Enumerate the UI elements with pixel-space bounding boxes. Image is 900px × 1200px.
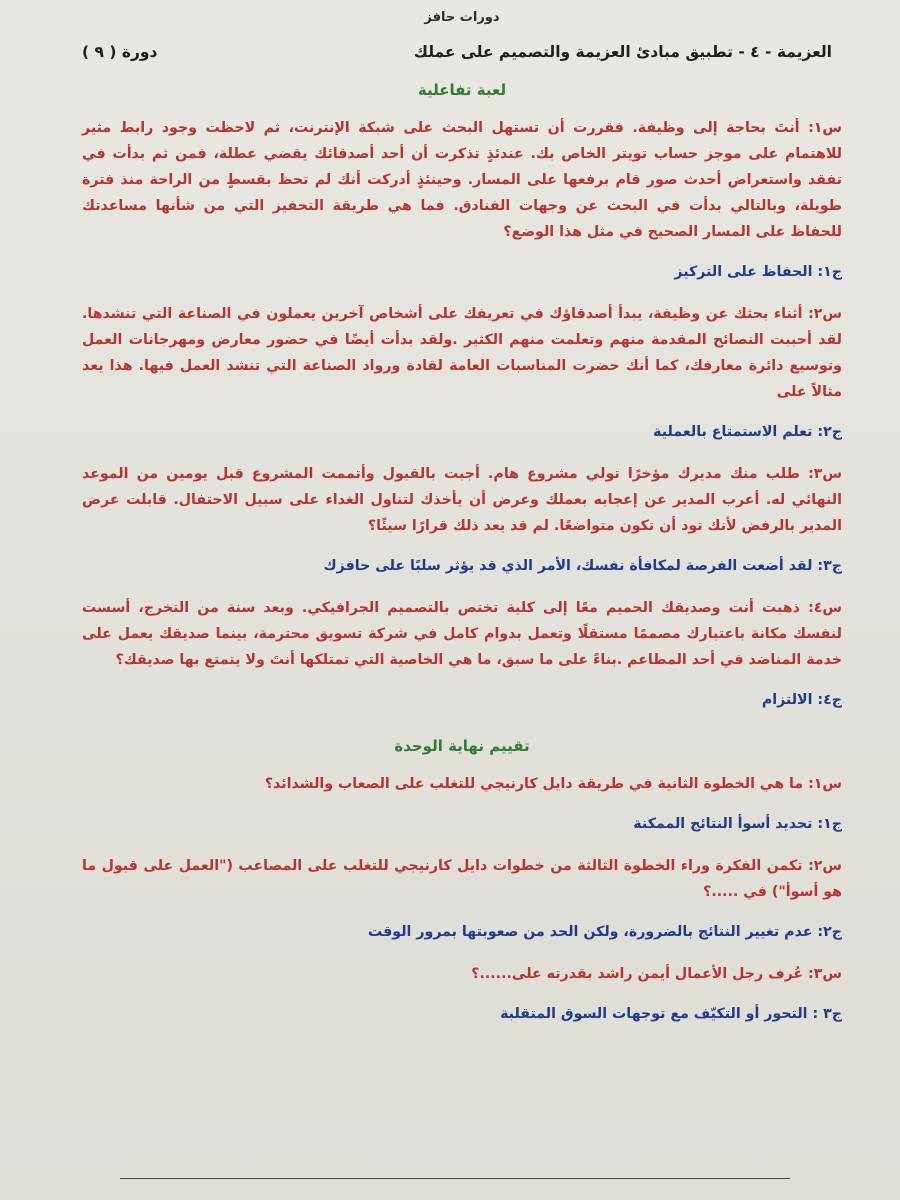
eval-answer-3: ج٣ : التحور أو التكيّف مع توجهات السوق المتقلبة xyxy=(500,1006,842,1022)
answer-4: ج٤: الالتزام xyxy=(761,692,842,708)
eval-question-3: س٣: عُرف رجل الأعمال أيمن راشد بقدرته على......؟ xyxy=(471,966,842,982)
question-4: س٤: ذهبت أنت وصديقك الحميم معًا إلى كلية تختص بالتصميم الجرافيكي. وبعد سنة من التخرج، أسست لنفسك مكانة باعتبارك مصممًا مستقلًا وتعمل بدوام كامل في شركة تسويق محترمة، بينما صديقك يعمل على خدمة المناضد في أحد المطاعم .بناءً على ما سبق، ما هي الخاصية التي تمتلكها أنتَ ولا يتمتع بها صديقك؟ xyxy=(82,600,842,668)
answer-3: ج٣: لقد أضعت الفرصة لمكافأة نفسك، الأمر الذي قد يؤثر سلبًا على حافزك xyxy=(323,558,842,574)
eval-answer-1: ج١: تحديد أسوأ النتائج الممكنة xyxy=(633,816,842,832)
eval-answer-2: ج٢: عدم تغيير النتائج بالضرورة، ولكن الحد من صعوبتها بمرور الوقت xyxy=(368,924,842,940)
section-title-interactive-game: لعبة تفاعلية xyxy=(417,81,507,99)
lesson-title: العزيمة - ٤ - تطبيق مبادئ العزيمة والتصميم على عملك xyxy=(413,43,832,61)
brand-header: دورات حافز xyxy=(424,10,500,25)
question-2: س٢: أثناء بحثك عن وظيفة، يبدأ أصدقاؤك في تعريفك على أشخاص آخرين يعملون في الصناعة التي تنشدها. لقد أحببت النصائح المقدمة منهم وتعلمت منهم الكثير .ولقد بدأت أيضًا في حضور معارض ومهرجانات العمل وتوسيع دائرة معارفك، كما أنك حضرت المناسبات العامة لقادة ورواد الصناعة التي تنشد العمل فيها. هذا يعد مثالاً على xyxy=(82,306,842,400)
section-title-unit-evaluation: تقييم نهاية الوحدة xyxy=(394,737,530,755)
footer-rule xyxy=(120,1178,790,1179)
question-1: س١: أنتَ بحاجة إلى وظيفة. فقررت أن تستهل البحث على شبكة الإنترنت، ثم لاحظت وجود رابط مثير للاهتمام على موجز حساب تويتر الخاص بك. عندئذٍ تذكرت أن أحد أصدقائك يقضي عطلة، فمن ثم بدأت في تفقد واستعراض أحدث صور قام برفعها على المسار. وحينئذٍ أدركت أنك لم تحظ بقسطٍ من الراحة منذ فترة طويلة، وبالتالي بدأت في البحث عن وجهات الفنادق. فما هي طريقة التحفيز التي من شأنها مساعدتك للحفاظ على المسار الصحيح في مثل هذا الوضع؟ xyxy=(82,120,842,240)
answer-1: ج١: الحفاظ على التركيز xyxy=(674,264,842,280)
course-number: دورة ( ٩ ) xyxy=(82,43,158,61)
eval-question-2: س٢: تكمن الفكرة وراء الخطوة الثالثة من خطوات دايل كارنيجي للتغلب على المصاعب ("العمل على قبول ما هو أسوأ") في .....؟ xyxy=(82,858,842,900)
answer-2: ج٢: تعلم الاستمتاع بالعملية xyxy=(653,424,842,440)
document-content xyxy=(82,10,842,1043)
course-title-line xyxy=(82,43,832,61)
eval-question-1: س١: ما هي الخطوة الثانية في طريقة دايل كارنيجي للتغلب على الصعاب والشدائد؟ xyxy=(264,776,842,792)
question-3: س٣: طلب منك مديرك مؤخرًا تولي مشروع هام. أجبت بالقبول وأتممت المشروع قبل يومين من الموعد النهائي له. أعرب المدير عن إعجابه بعملك وعرض أن يأخذك لتناول الغداء على سبيل الاحتفال. قابلت عرض المدير بالرفض لأنك تود أن تكون متواضعًا. لم قد يعد ذلك قرارًا سيئًا؟ xyxy=(82,466,842,534)
